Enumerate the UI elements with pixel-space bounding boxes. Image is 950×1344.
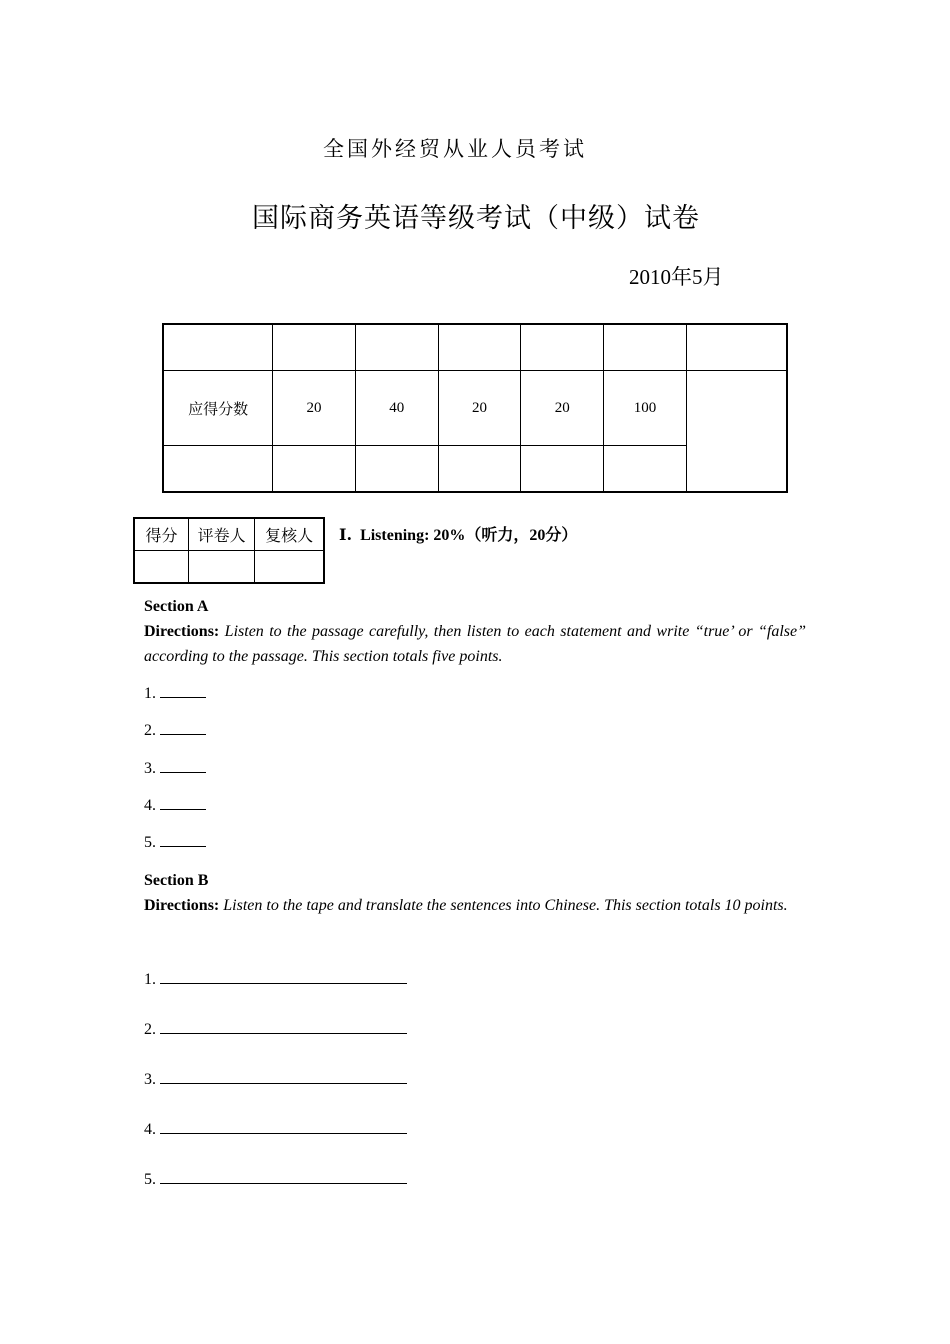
points-value: 100 <box>604 371 687 446</box>
grader-cell <box>134 551 188 584</box>
section-b-item <box>144 967 806 992</box>
section-a-item <box>144 681 806 706</box>
score-cell <box>686 324 787 371</box>
part-number: I. <box>339 525 353 544</box>
section-b-item <box>144 1117 806 1142</box>
section-b-item <box>144 1167 806 1192</box>
section-b-directions <box>144 893 806 918</box>
section-a-item <box>144 830 806 855</box>
points-row-label: 应得分数 <box>163 371 273 446</box>
score-cell <box>604 324 687 371</box>
section-a-item <box>144 718 806 743</box>
answer-line[interactable] <box>160 1169 407 1184</box>
directions-label: Directions: <box>144 897 220 914</box>
part-title: Listening: 20%（听力，20分） <box>360 527 578 544</box>
item-number: 3. <box>144 760 156 777</box>
score-cell <box>686 371 787 493</box>
grader-header-score: 得分 <box>134 518 188 551</box>
item-number: 1. <box>144 685 156 702</box>
section-b-title: Section B <box>144 872 209 889</box>
section-a-item <box>144 756 806 781</box>
section-b-item <box>144 1017 806 1042</box>
item-number: 5. <box>144 1171 156 1188</box>
answer-line[interactable] <box>160 1069 407 1084</box>
points-value: 40 <box>355 371 438 446</box>
grader-header-reviewer: 复核人 <box>255 518 324 551</box>
answer-line[interactable] <box>160 1019 407 1034</box>
exam-organization: 全国外经贸从业人员考试 <box>323 137 587 161</box>
directions-label: Directions: <box>144 623 220 640</box>
grader-cell <box>188 551 254 584</box>
answer-blank[interactable] <box>160 720 206 735</box>
answer-blank[interactable] <box>160 683 206 698</box>
item-number: 2. <box>144 1021 156 1038</box>
item-number: 4. <box>144 1121 156 1138</box>
score-cell <box>604 446 687 493</box>
answer-blank[interactable] <box>160 832 206 847</box>
section-a-title: Section A <box>144 598 209 615</box>
section-a-directions <box>144 619 806 669</box>
item-number: 5. <box>144 834 156 851</box>
score-cell <box>438 324 521 371</box>
points-value: 20 <box>521 371 604 446</box>
score-table <box>162 323 788 493</box>
grader-header-grader: 评卷人 <box>188 518 254 551</box>
exam-date: 2010年5月 <box>629 265 724 289</box>
score-cell <box>521 324 604 371</box>
answer-line[interactable] <box>160 1119 407 1134</box>
score-cell <box>355 324 438 371</box>
score-cell <box>273 446 356 493</box>
score-cell <box>438 446 521 493</box>
answer-blank[interactable] <box>160 795 206 810</box>
score-table-points-row <box>163 371 787 446</box>
points-value: 20 <box>438 371 521 446</box>
points-value: 20 <box>273 371 356 446</box>
directions-text: Listen to the passage carefully, then listen to each statement and write “true’ or “false” according to the passage. This section totals five points. <box>144 623 807 665</box>
score-cell <box>273 324 356 371</box>
score-cell <box>163 446 273 493</box>
answer-blank[interactable] <box>160 758 206 773</box>
score-cell <box>355 446 438 493</box>
grader-cell <box>255 551 324 584</box>
section-a-item <box>144 793 806 818</box>
item-number: 4. <box>144 797 156 814</box>
grader-table <box>133 517 325 584</box>
answer-line[interactable] <box>160 969 407 984</box>
score-cell <box>521 446 604 493</box>
exam-title: 国际商务英语等级考试（中级）试卷 <box>252 203 700 234</box>
score-table-header-row <box>163 324 787 371</box>
item-number: 2. <box>144 722 156 739</box>
item-number: 3. <box>144 1071 156 1088</box>
item-number: 1. <box>144 971 156 988</box>
score-cell <box>163 324 273 371</box>
section-b-item <box>144 1067 806 1092</box>
part-heading <box>339 522 577 545</box>
directions-text: Listen to the tape and translate the sentences into Chinese. This section totals 10 points. <box>223 897 788 914</box>
